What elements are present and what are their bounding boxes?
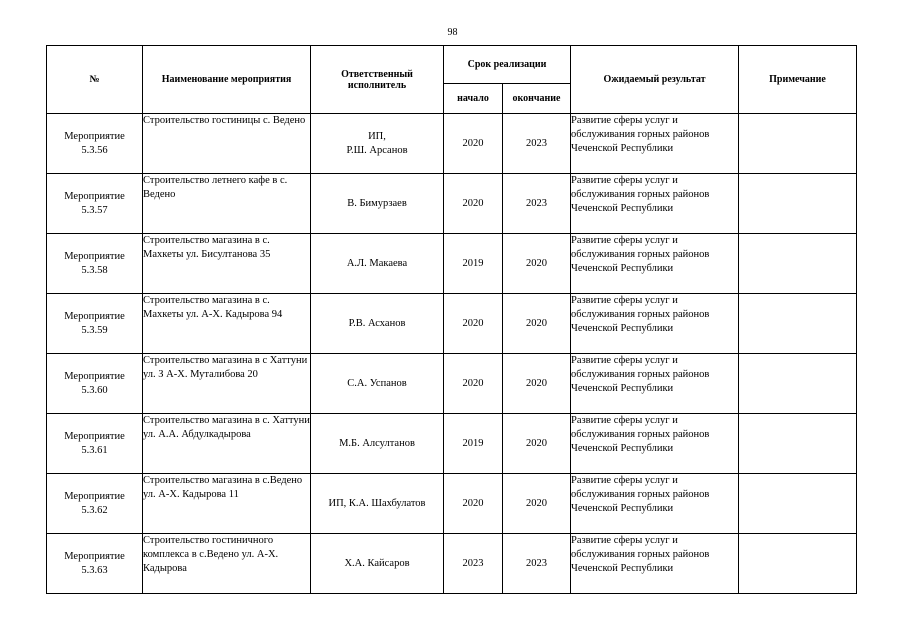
activity-note [739, 174, 857, 234]
activity-label: Мероприятие [64, 310, 125, 322]
activity-result: Развитие сферы услуг и обслуживания горных районов Чеченской Республики [571, 174, 739, 234]
activity-start: 2020 [444, 294, 503, 354]
activity-executor: ИП, К.А. Шахбулатов [311, 474, 444, 534]
activity-end: 2020 [503, 294, 571, 354]
activity-number [47, 354, 143, 414]
activity-name: Строительство гостиницы с. Ведено [143, 114, 311, 174]
activity-code: 5.3.63 [81, 564, 108, 576]
activity-end: 2020 [503, 414, 571, 474]
activity-executor: М.Б. Алсултанов [311, 414, 444, 474]
table-row [47, 414, 857, 474]
activity-start: 2020 [444, 174, 503, 234]
activity-result: Развитие сферы услуг и обслуживания горных районов Чеченской Республики [571, 294, 739, 354]
activity-result: Развитие сферы услуг и обслуживания горных районов Чеченской Республики [571, 414, 739, 474]
table-row [47, 534, 857, 594]
table-row [47, 474, 857, 534]
header-end: окончание [503, 84, 571, 114]
activity-code: 5.3.59 [81, 324, 108, 336]
activity-start: 2019 [444, 414, 503, 474]
activity-number [47, 534, 143, 594]
activity-code: 5.3.61 [81, 444, 108, 456]
header-period: Срок реализации [444, 46, 571, 84]
executor-line: Р.Ш. Арсанов [346, 144, 408, 156]
activity-end: 2023 [503, 114, 571, 174]
activity-name: Строительство магазина в с.Ведено ул. А-Х. Кадырова 11 [143, 474, 311, 534]
activity-name: Строительство магазина в с. Махкеты ул. А-Х. Кадырова 94 [143, 294, 311, 354]
executor-line: ИП, [368, 130, 386, 142]
activity-code: 5.3.58 [81, 264, 108, 276]
header-executor: Ответственный исполнитель [311, 46, 444, 114]
activity-end: 2020 [503, 474, 571, 534]
activity-name: Строительство летнего кафе в с. Ведено [143, 174, 311, 234]
header-note: Примечание [739, 46, 857, 114]
table-row [47, 354, 857, 414]
activity-number [47, 294, 143, 354]
activity-label: Мероприятие [64, 430, 125, 442]
activity-start: 2020 [444, 114, 503, 174]
activity-note [739, 414, 857, 474]
activity-executor [311, 114, 444, 174]
activity-number [47, 414, 143, 474]
activity-result: Развитие сферы услуг и обслуживания горных районов Чеченской Республики [571, 474, 739, 534]
activity-code: 5.3.57 [81, 204, 108, 216]
activity-number [47, 474, 143, 534]
activity-result: Развитие сферы услуг и обслуживания горных районов Чеченской Республики [571, 234, 739, 294]
activity-number [47, 234, 143, 294]
header-activity-name: Наименование мероприятия [143, 46, 311, 114]
activity-start: 2020 [444, 354, 503, 414]
activity-code: 5.3.56 [81, 144, 108, 156]
activity-end: 2023 [503, 534, 571, 594]
activity-start: 2019 [444, 234, 503, 294]
activity-note [739, 354, 857, 414]
activity-note [739, 114, 857, 174]
activity-note [739, 534, 857, 594]
activity-name: Строительство гостиничного комплекса в с.Ведено ул. А-Х. Кадырова [143, 534, 311, 594]
activity-note [739, 294, 857, 354]
activity-start: 2023 [444, 534, 503, 594]
activity-name: Строительство магазина в с. Хаттуни ул. А.А. Абдулкадырова [143, 414, 311, 474]
activity-label: Мероприятие [64, 250, 125, 262]
activity-result: Развитие сферы услуг и обслуживания горных районов Чеченской Республики [571, 534, 739, 594]
table-row [47, 294, 857, 354]
activity-executor: С.А. Успанов [311, 354, 444, 414]
activity-note [739, 234, 857, 294]
activity-label: Мероприятие [64, 370, 125, 382]
table-row [47, 234, 857, 294]
header-start: начало [444, 84, 503, 114]
activity-name: Строительство магазина в с. Махкеты ул. Бисултанова 35 [143, 234, 311, 294]
activity-label: Мероприятие [64, 130, 125, 142]
activity-note [739, 474, 857, 534]
header-expected-result: Ожидаемый результат [571, 46, 739, 114]
activity-label: Мероприятие [64, 550, 125, 562]
activity-end: 2023 [503, 174, 571, 234]
activity-label: Мероприятие [64, 190, 125, 202]
activity-code: 5.3.60 [81, 384, 108, 396]
activity-number [47, 174, 143, 234]
activity-label: Мероприятие [64, 490, 125, 502]
activity-number [47, 114, 143, 174]
activity-executor: В. Бимурзаев [311, 174, 444, 234]
activities-table [46, 45, 857, 594]
activity-executor: Х.А. Кайсаров [311, 534, 444, 594]
activity-result: Развитие сферы услуг и обслуживания горных районов Чеченской Республики [571, 354, 739, 414]
header-number: № [47, 46, 143, 114]
activity-start: 2020 [444, 474, 503, 534]
table-row [47, 114, 857, 174]
activity-code: 5.3.62 [81, 504, 108, 516]
activity-name: Строительство магазина в с Хаттуни ул. З А-Х. Муталибова 20 [143, 354, 311, 414]
activity-executor: А.Л. Макаева [311, 234, 444, 294]
table-row [47, 174, 857, 234]
page-number: 98 [447, 27, 458, 38]
activity-end: 2020 [503, 354, 571, 414]
activity-result: Развитие сферы услуг и обслуживания горных районов Чеченской Республики [571, 114, 739, 174]
activity-end: 2020 [503, 234, 571, 294]
activity-executor: Р.В. Асханов [311, 294, 444, 354]
